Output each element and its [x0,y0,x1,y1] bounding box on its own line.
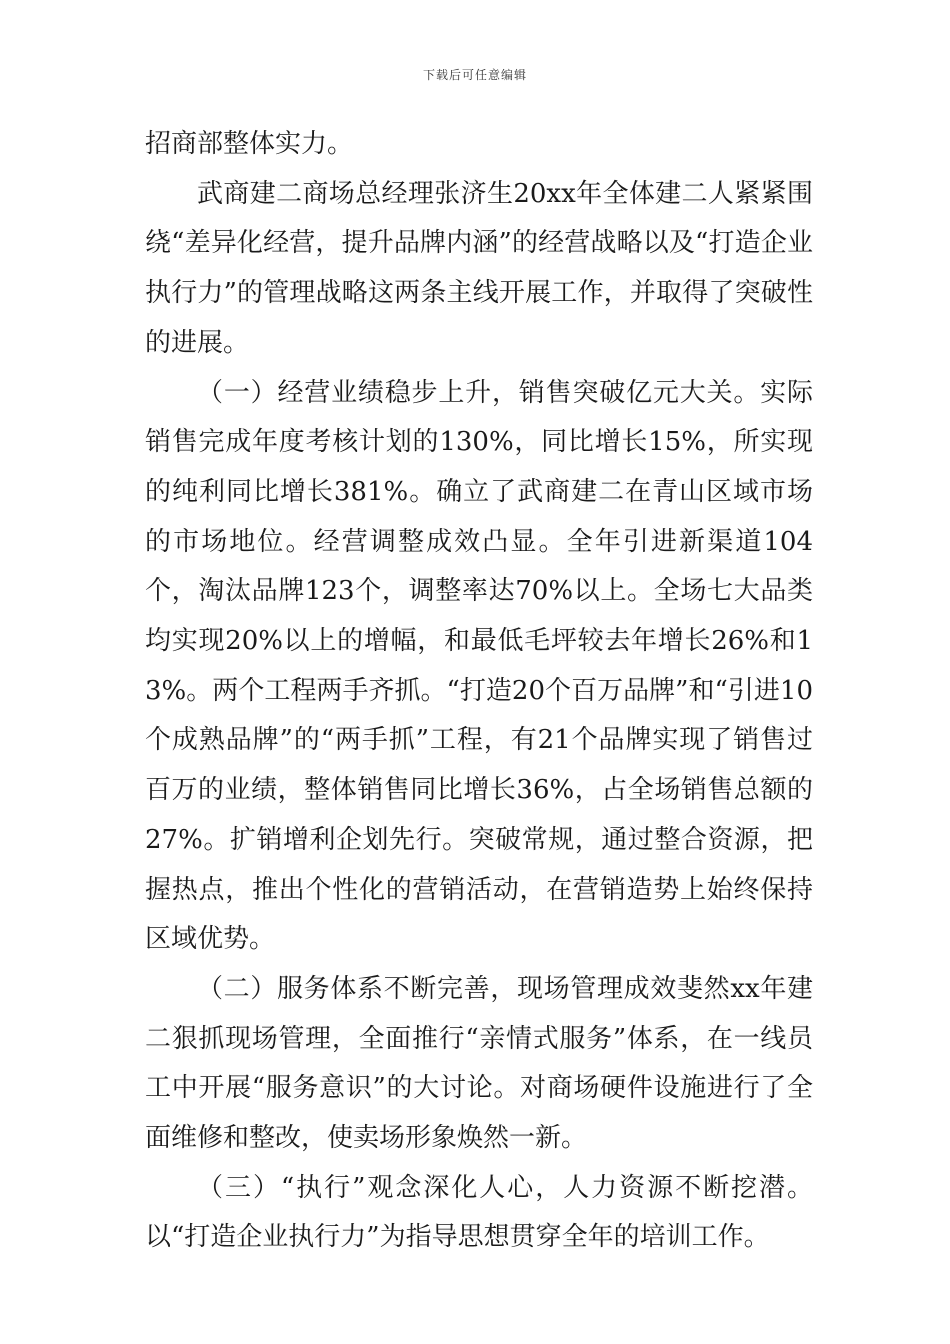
paragraph-section-3: （三）“执行”观念深化人心，人力资源不断挖潜。以“打造企业执行力”为指导思想贯穿全年的培训工作。 [145,1172,813,1253]
document-body [145,120,813,1263]
page-header-note: 下载后可任意编辑 [422,68,527,82]
paragraph-intro: 武商建二商场总经理张济生20xx年全体建二人紧紧围绕“差异化经营，提升品牌内涵”的经营战略以及“打造企业执行力”的管理战略这两条主线开展工作，并取得了突破性的进展。 [145,178,813,358]
paragraph-continuation: 招商部整体实力。 [145,129,354,159]
paragraph-section-1: （一）经营业绩稳步上升，销售突破亿元大关。实际销售完成年度考核计划的130%，同比增长15%，所实现的纯利同比增长381%。确立了武商建二在青山区域市场的市场地位。经营调整成效凸显。全年引进新渠道104个，淘汰品牌123个，调整率达70%以上。全场七大品类均实现20%以上的增幅，和最低毛坪较去年增长26%和13%。两个工程两手齐抓。“打造20个百万品牌”和“引进10个成熟品牌”的“两手抓”工程，有21个品牌实现了销售过百万的业绩，整体销售同比增长36%，占全场销售总额的27%。扩销增利企划先行。突破常规，通过整合资源，把握热点，推出个性化的营销活动，在营销造势上始终保持区域优势。 [145,377,813,955]
paragraph-section-2: （二）服务体系不断完善，现场管理成效斐然xx年建二狠抓现场管理，全面推行“亲情式服务”体系，在一线员工中开展“服务意识”的大讨论。对商场硬件设施进行了全面维修和整改，使卖场形象焕然一新。 [145,973,813,1154]
